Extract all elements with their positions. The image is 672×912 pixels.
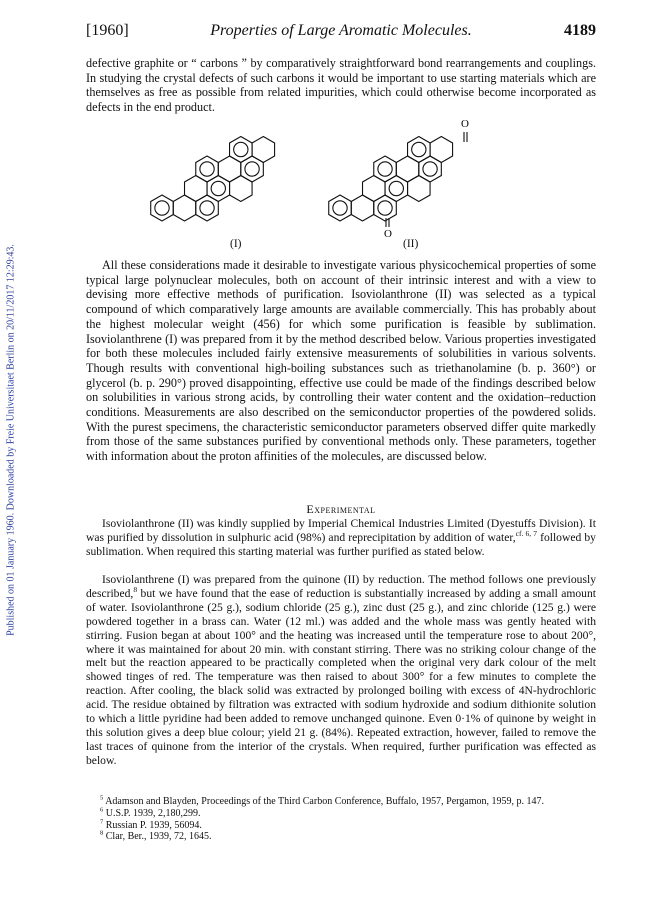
benzene-ring — [252, 137, 275, 163]
benzene-ring — [151, 195, 174, 221]
exp2-text-after: but we have found that the ease of reduction is substantially increased by adding a small amount of water. Isoviolanthrone (25 g.), sodium chloride (25 g.), zinc dust (25 g.), and zinc chloride (125 g.) were powdered together in a brass can. Water (12 ml.) was added and the whole mass was gently heated with stirring. Fusion began at about 100° and the heating was increased until the temperature rose to about 200°, where it was maintained for about 20 min. with constant stirring. There was no striking colour change of the melt but the reaction appeared to be practically completed when the original very dark colour of the melt showed tinges of red. The temperature was then raised to about 300° for a few minutes to complete the reaction. After cooling, the black solid was extracted by prolonged boiling with excess of 4N-hydrochloric acid. The residue obtained by filtration was extracted with sodium hydroxide and sodium dithionite solution to which a little pyridine had been added to remove unchanged quinone. Even 0·1% of quinone by weight in this solution gives a deep blue colour; yield 21 g. (84%). Repeated extraction, however, failed to remove the last traces of quinone from the interior of the crystals. When required, further purification was effected as below. — [86, 586, 596, 767]
aromatic-circle — [378, 162, 392, 176]
aromatic-circle — [378, 201, 392, 215]
oxygen-label-bottom: O — [384, 228, 392, 240]
benzene-ring — [430, 137, 453, 163]
benzene-ring — [173, 195, 196, 221]
aromatic-circle — [211, 181, 225, 195]
molecular-structures — [150, 110, 510, 260]
footnote-text: Adamson and Blayden, Proceedings of the Third Carbon Conference, Buffalo, 1957, Pergamon, 1959, p. 147. — [105, 796, 545, 807]
isoviolanthrone-structure — [329, 132, 467, 227]
aromatic-circle — [245, 162, 259, 176]
benzene-ring — [363, 176, 386, 202]
aromatic-circle — [412, 142, 426, 156]
aromatic-circle — [200, 201, 214, 215]
benzene-ring — [230, 176, 253, 202]
footnote-mark: 5 — [100, 794, 104, 802]
benzene-ring — [374, 195, 397, 221]
header-year: [1960] — [86, 22, 129, 39]
footnote-text: Russian P. 1939, 56094. — [105, 819, 202, 831]
benzene-ring — [396, 156, 419, 182]
oxygen-label-top: O — [461, 118, 469, 130]
benzene-ring — [419, 156, 442, 182]
benzene-ring — [351, 195, 374, 221]
footnote — [86, 808, 596, 820]
benzene-ring — [408, 137, 431, 163]
citation-marker: cf. 6, 7 — [515, 529, 537, 539]
benzene-ring — [408, 176, 431, 202]
page-number: 4189 — [564, 22, 596, 39]
exp1-text-before: Isoviolanthrone (II) was kindly supplied by Imperial Chemical Industries Limited (Dyestuffs Division). It was purified by dissolution in sulphuric acid (98%) and reprecipitation by addition of water, — [86, 517, 596, 544]
benzene-ring — [185, 176, 208, 202]
structure-label-ii: (II) — [403, 238, 419, 250]
download-watermark — [2, 130, 20, 750]
exp1-text-after: followed by sublimation. When required this starting material was further purified as stated below. — [86, 530, 596, 558]
benzene-ring — [241, 156, 264, 182]
aromatic-circle — [333, 201, 347, 215]
footnote — [86, 831, 596, 843]
footnote-mark: 8 — [100, 830, 104, 838]
aromatic-circle — [389, 181, 403, 195]
isoviolanthrene-structure — [151, 137, 275, 222]
aromatic-circle — [155, 201, 169, 215]
footnotes — [86, 796, 596, 843]
running-header — [86, 22, 596, 44]
section-heading-experimental: Experimental — [306, 502, 376, 516]
experimental-paragraph-1 — [86, 517, 596, 559]
benzene-ring — [374, 156, 397, 182]
download-notice: Published on 01 January 1960. Downloaded by Freie Universitaet Berlin on 20/11/2017 12:29:43. — [5, 244, 17, 636]
footnote-mark: 7 — [100, 818, 104, 826]
experimental-paragraph-2 — [86, 573, 596, 768]
intro-paragraph: defective graphite or “ carbons ” by comparatively straightforward bond rearrangements and couplings. In studying the crystal defects of such carbons it would be important to use starting materials which are themselves as free as possible from related impurities, which could otherwise become incorporated as defects in the end product. — [86, 56, 596, 115]
citation-marker: 8 — [133, 585, 138, 595]
body-paragraph: All these considerations made it desirable to investigate various physicochemical properties of some typical large polynuclear molecules, both on account of their intrinsic interest and with a view to devising more effective methods of purification. Isoviolanthrone (II) was selected as a typical compound of which comparatively large amounts are available commercially. This has probably about the highest molecular weight (456) for which some purification is feasible by sublimation. Isoviolanthrene (I) was prepared from it by the method described below. Various properties investigated for both these molecules included fairly extensive measurements of solubilities in various solvents. Though results with conventional high-boiling substances such as triethanolamine (b. p. 360°) or glycerol (b. p. 290°) proved disappointing, effective use could be made of the findings described below on solubilities in various strong acids, by controlling their water content and the oxidation–reduction conditions. Measurements are also described on the semiconductor properties of the powdered solids. With the purest specimens, the characteristic semiconductor parameters observed differ quite markedly from those of the same substances purified by conventional methods only. These parameters, together with information about the proton affinities of the molecules, are discussed below. — [86, 258, 596, 464]
benzene-ring — [196, 156, 219, 182]
exp2-text-before: Isoviolanthrene (I) was prepared from the quinone (II) by reduction. The method follows one previously described, — [86, 573, 596, 600]
aromatic-circle — [200, 162, 214, 176]
structure-label-i: (I) — [230, 238, 242, 250]
header-title: Properties of Large Aromatic Molecules. — [210, 22, 472, 39]
benzene-ring — [329, 195, 352, 221]
aromatic-circle — [423, 162, 437, 176]
benzene-ring — [207, 176, 230, 202]
benzene-ring — [230, 137, 253, 163]
benzene-ring — [218, 156, 241, 182]
footnote-mark: 6 — [100, 806, 104, 814]
footnote-text: Clar, Ber., 1939, 72, 1645. — [105, 831, 212, 843]
structure-figure — [150, 110, 510, 260]
aromatic-circle — [234, 142, 248, 156]
footnote — [86, 820, 596, 832]
footnote-text: U.S.P. 1939, 2,180,299. — [105, 807, 201, 819]
footnote — [86, 796, 596, 808]
benzene-ring — [385, 176, 408, 202]
benzene-ring — [196, 195, 219, 221]
